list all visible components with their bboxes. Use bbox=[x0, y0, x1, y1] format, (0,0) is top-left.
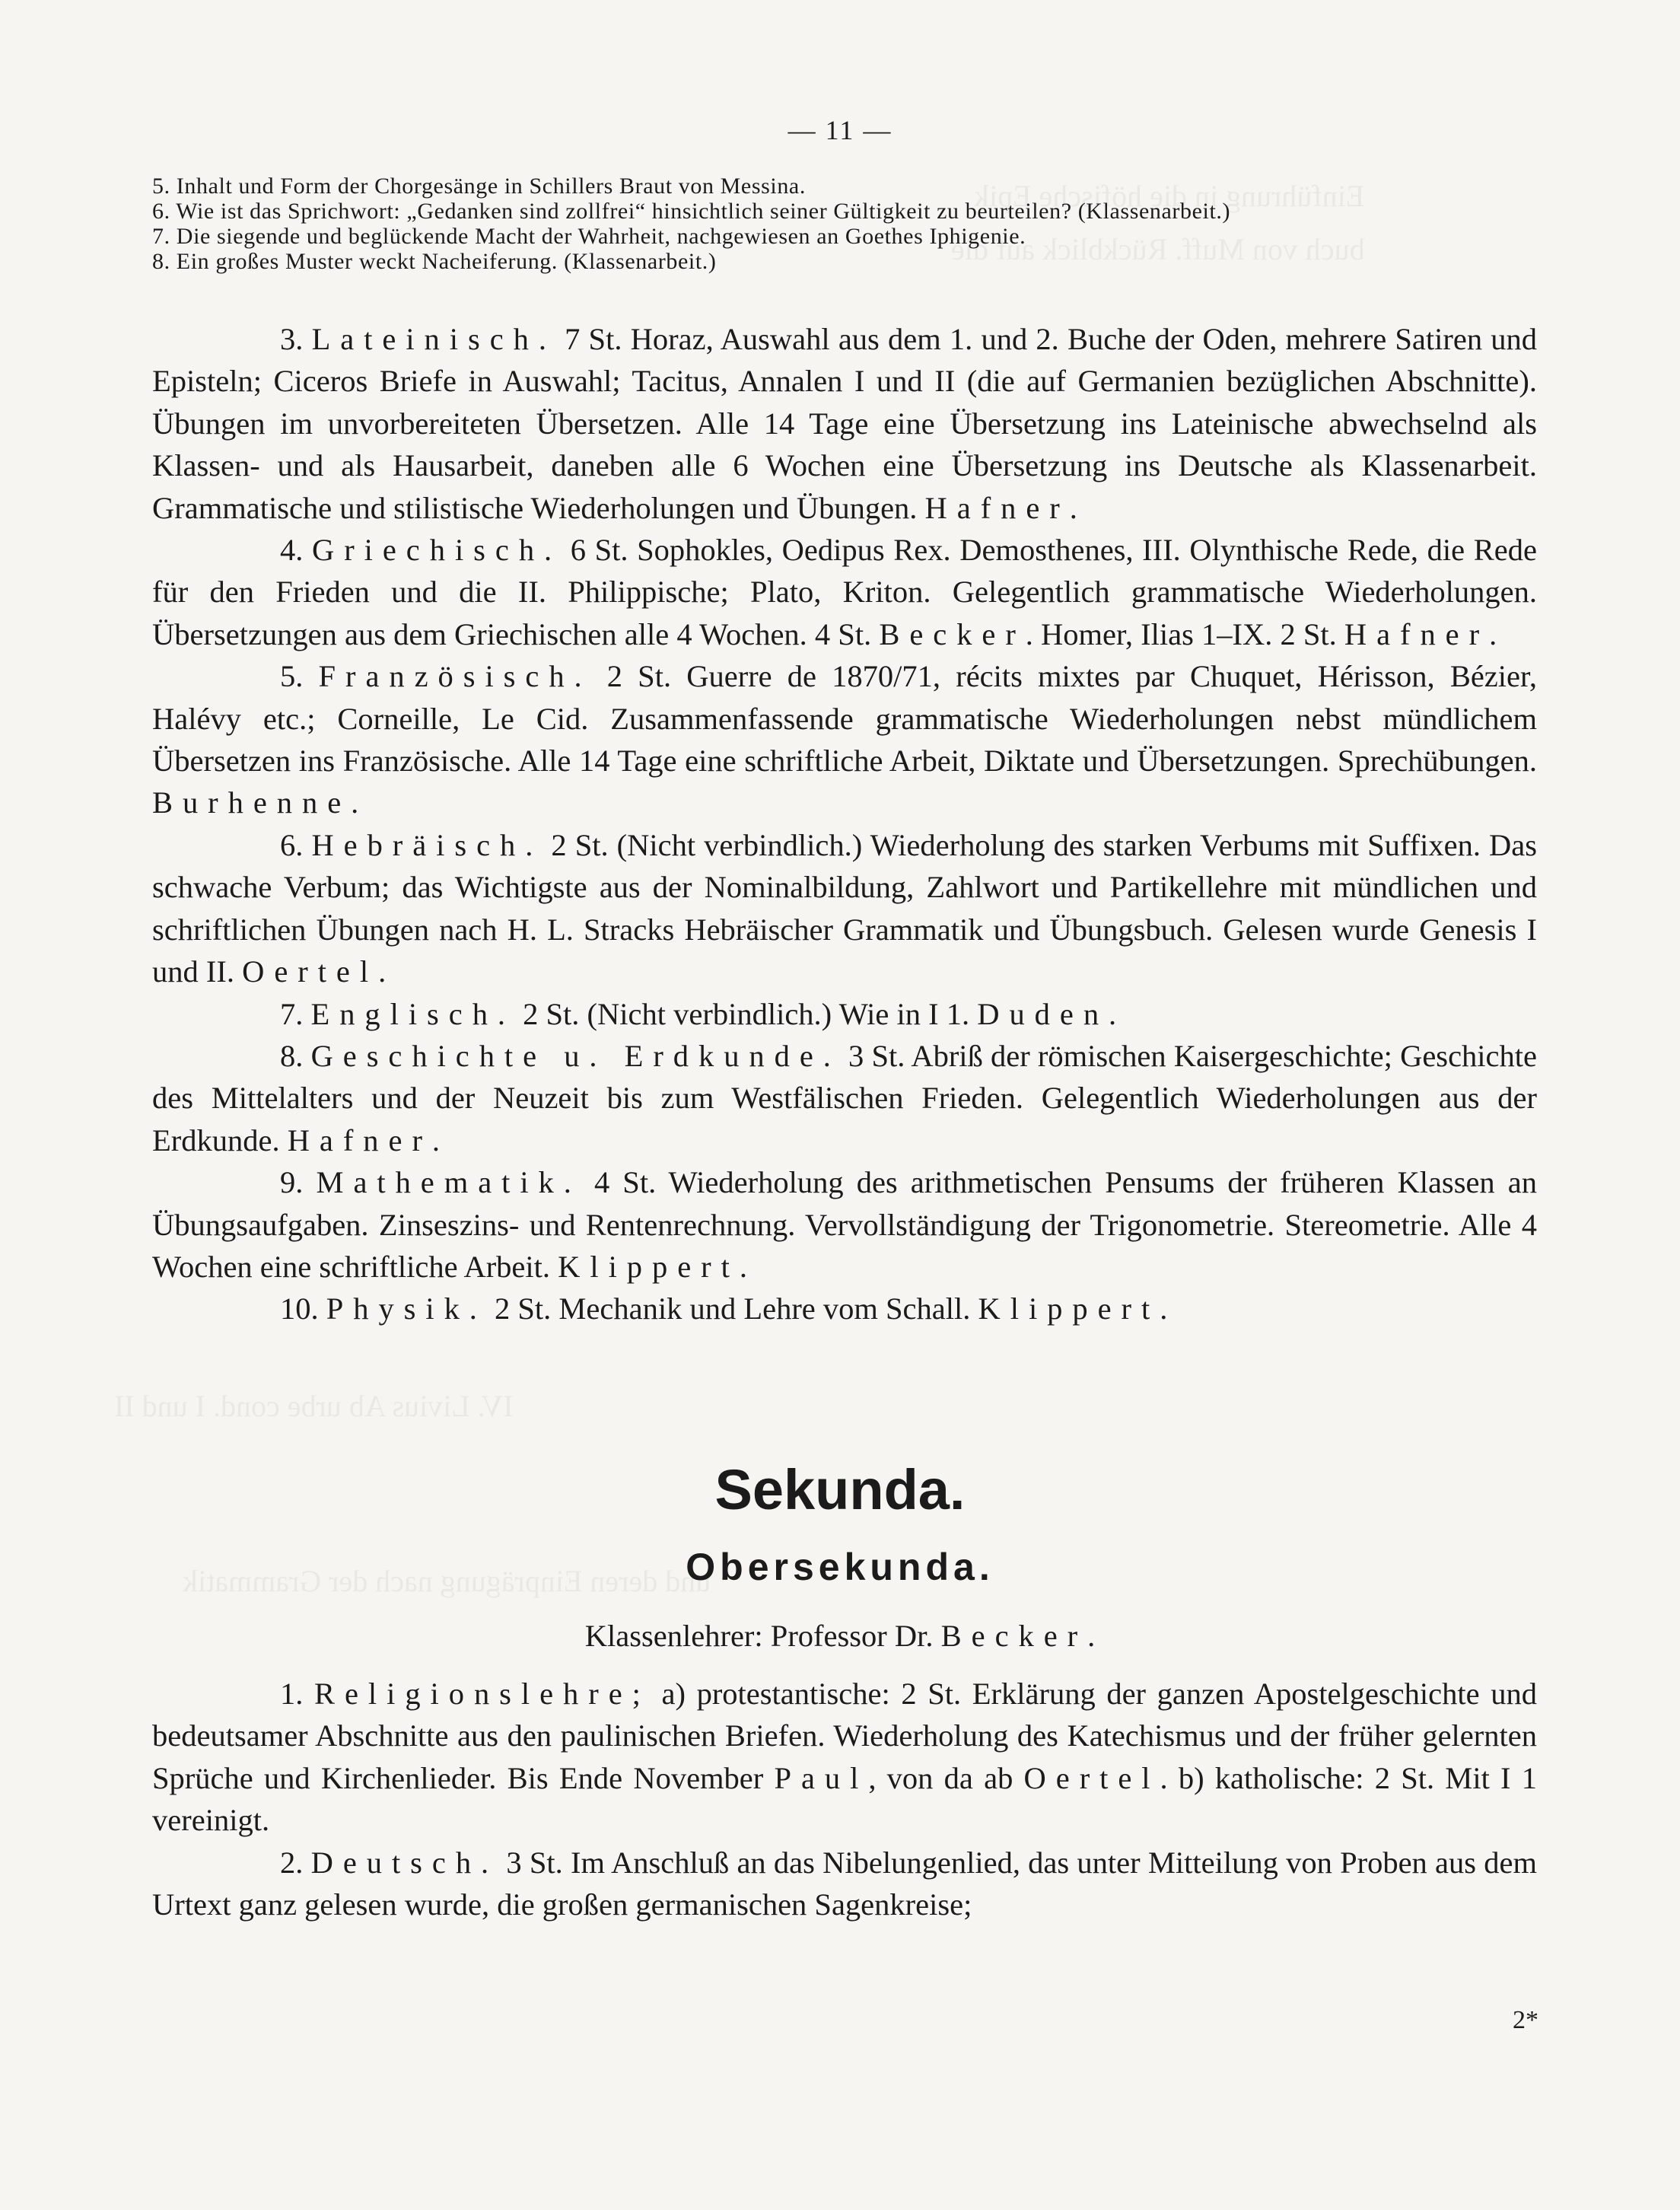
section-heading: Sekunda. bbox=[714, 1458, 966, 1521]
subject-text: 2 St. Mechanik und Lehre vom Schall. bbox=[486, 1291, 978, 1326]
bleed-through-text: und deren Einprägung nach der Grammatik bbox=[183, 1564, 711, 1598]
teacher-name: Becker bbox=[940, 1619, 1088, 1653]
bleed-through-text: buch von Muff. Rückblick auf die bbox=[951, 232, 1365, 266]
punct: . bbox=[431, 1123, 441, 1158]
subject-text: 7 St. Horaz, Auswahl aus dem 1. und 2. Buche der Oden, mehrere Satiren und Episteln; Ciceros Briefe in Auswahl; Tacitus, Annalen I und II (die auf Germanien bezüglichen Abschnitte). Übungen im unvorbereiteten Übersetzen. Alle 14 Tage eine Übersetzung ins Lateinische abwechselnd als Klassen- und als Hausarbeit, daneben alle 6 Wochen eine Übersetzung ins Deutsche als Klassenarbeit. Grammatische und stilistische Wiederholungen und Übungen. bbox=[152, 322, 1538, 525]
subject-text: 4 St. Wiederholung des arithmetischen Pensums der früheren Klassen an Übungsaufgaben. Zinseszins- und Rentenrechnung. Vervollständigung der Trigonometrie. Stereometrie. Alle 4 Wochen eine schriftliche Arbeit. bbox=[152, 1165, 1537, 1284]
teacher-name: Duden bbox=[977, 996, 1109, 1031]
subject-paragraph-latin bbox=[152, 318, 1537, 529]
teacher-name: Burhenne bbox=[152, 785, 352, 820]
subject-name: Religionslehre; bbox=[314, 1677, 651, 1711]
subject-text: . Homer, Ilias 1–IX. 2 St. bbox=[1025, 616, 1344, 651]
subject-name: Geschichte u. Erdkunde. bbox=[310, 1038, 841, 1073]
teacher-name: Paul bbox=[774, 1760, 869, 1795]
subject-paragraph-math bbox=[152, 1161, 1537, 1288]
subject-text: 3 St. Im Anschluß an das Nibelungenlied, das unter Mitteilung von Proben aus dem Urtext ganz gelesen wurde, die großen germanischen Sagenkreise; bbox=[152, 1845, 1537, 1922]
subject-text: , von da ab bbox=[868, 1760, 1024, 1795]
punct: . bbox=[1087, 1619, 1096, 1653]
section-number: 4. bbox=[280, 533, 304, 568]
subject-name: Griechisch. bbox=[312, 533, 562, 568]
teacher-name: Becker bbox=[879, 616, 1026, 651]
class-teacher-line bbox=[0, 1615, 1680, 1657]
subject-paragraph-german bbox=[152, 1842, 1537, 1926]
signature-mark: 2* bbox=[1513, 2006, 1538, 2034]
teacher-name: Hafner bbox=[287, 1123, 432, 1158]
subject-paragraph-french bbox=[152, 655, 1537, 824]
bleed-through-text: IV. Livius Ab urbe cond. I und II bbox=[114, 1389, 514, 1423]
teacher-name: Klippert bbox=[978, 1291, 1160, 1326]
subject-paragraph-physics bbox=[152, 1288, 1537, 1330]
section-number: 3. bbox=[280, 322, 304, 356]
subject-name: Deutsch. bbox=[310, 1845, 499, 1880]
subject-paragraph-history bbox=[152, 1035, 1537, 1161]
teacher-name: Oertel bbox=[242, 954, 379, 989]
section-number: 6. bbox=[280, 827, 304, 862]
subject-paragraph-religion bbox=[152, 1673, 1537, 1842]
essay-topics bbox=[152, 174, 1537, 274]
section-number: 5. bbox=[280, 659, 304, 694]
subject-text: 2 St. (Nicht verbindlich.) Wiederholung des starken Verbums mit Suffixen. Das schwache Verbum; das Wichtigste aus der Nominalbildung, Zahlwort und Partikellehre mit mündlichen und schriftlichen Übungen nach H. L. Stracks Hebräischer Grammatik und Übungsbuch. Gelesen wurde Genesis I und II. bbox=[152, 827, 1537, 989]
punct: . bbox=[739, 1249, 747, 1284]
punct: . bbox=[1069, 490, 1077, 525]
subject-name: Hebräisch. bbox=[311, 827, 543, 862]
teacher-name: Hafner bbox=[1344, 616, 1490, 651]
subject-text: 3 St. Abriß der römischen Kaisergeschichte; Geschichte des Mittelalters und der Neuzeit bis zum Westfälischen Frieden. Gelegentlich Wiederholungen aus der Erdkunde. bbox=[152, 1038, 1537, 1158]
essay-topic: 5. Inhalt und Form der Chorgesänge in Schillers Braut von Messina. bbox=[152, 174, 806, 199]
class-teacher-label: Klassenlehrer: Professor Dr. bbox=[584, 1619, 941, 1653]
subject-paragraph-hebrew bbox=[152, 824, 1537, 993]
section-number: 1. bbox=[280, 1677, 304, 1711]
subject-name: Physik. bbox=[326, 1291, 487, 1326]
subject-paragraph-greek bbox=[152, 529, 1537, 655]
subject-name: Mathematik. bbox=[316, 1165, 581, 1200]
subject-list-lower bbox=[152, 1673, 1537, 1925]
teacher-name: Oertel bbox=[1023, 1760, 1160, 1795]
essay-topic: 6. Wie ist das Sprichwort: „Gedanken sind zollfrei“ hinsichtlich seiner Gültigkeit zu beurteilen? (Klassenarbeit.) bbox=[152, 199, 1231, 224]
subject-name: Englisch. bbox=[310, 996, 515, 1031]
page-number: — 11 — bbox=[788, 115, 892, 145]
subject-text: a) protestantische: 2 St. Erklärung der ganzen Apostelgeschichte und bedeutsamer Abschnitte aus den paulinischen Briefen. Wiederholung des Katechismus und der früher gelernten Sprüche und Kirchenlieder. Bis Ende November bbox=[152, 1677, 1537, 1795]
essay-topic: 8. Ein großes Muster weckt Nacheiferung. (Klassenarbeit.) bbox=[152, 249, 717, 274]
teacher-name: Hafner bbox=[924, 490, 1070, 525]
subject-name: Lateinisch. bbox=[311, 322, 556, 356]
punct: . bbox=[1109, 996, 1117, 1031]
essay-topic: 7. Die siegende und beglückende Macht der Wahrheit, nachgewiesen an Goethes Iphigenie. bbox=[152, 224, 1026, 249]
subsection-heading: Obersekunda. bbox=[686, 1546, 994, 1588]
bleed-through-text: Einführung in die höfische Epik bbox=[974, 179, 1365, 213]
section-number: 10. bbox=[280, 1291, 319, 1326]
subject-text: 2 St. (Nicht verbindlich.) Wie in I 1. bbox=[515, 996, 978, 1031]
section-number: 2. bbox=[280, 1845, 304, 1880]
section-number: 8. bbox=[280, 1038, 304, 1073]
subject-text: 6 St. Sophokles, Oedipus Rex. Demosthenes, III. Olynthische Rede, die Rede für den Frieden und die II. Philippische; Plato, Kriton. Gelegentlich grammatische Wiederholungen. Übersetzungen aus dem Griechischen alle 4 Wochen. 4 St. bbox=[152, 533, 1537, 651]
section-number: 9. bbox=[280, 1165, 304, 1200]
subject-text: 2 St. Guerre de 1870/71, récits mixtes par Chuquet, Hérisson, Bézier, Halévy etc.; Corneille, Le Cid. Zusammenfassende grammatische Wiederholungen nebst mündlichem Übersetzen ins Französische. Alle 14 Tage eine schriftliche Arbeit, Diktate und Übersetzungen. Sprechübungen. bbox=[152, 659, 1538, 779]
subject-text: . b) katholische: 2 St. Mit I 1 vereinigt. bbox=[152, 1760, 1538, 1838]
subject-list-upper bbox=[152, 318, 1537, 1330]
section-number: 7. bbox=[280, 996, 304, 1031]
punct: . bbox=[378, 954, 387, 989]
subject-paragraph-english bbox=[152, 993, 1537, 1035]
punct: . bbox=[351, 785, 359, 820]
punct: . bbox=[1489, 616, 1497, 651]
subject-name: Französisch. bbox=[318, 659, 592, 694]
punct: . bbox=[1160, 1291, 1168, 1326]
teacher-name: Klippert bbox=[558, 1249, 740, 1284]
